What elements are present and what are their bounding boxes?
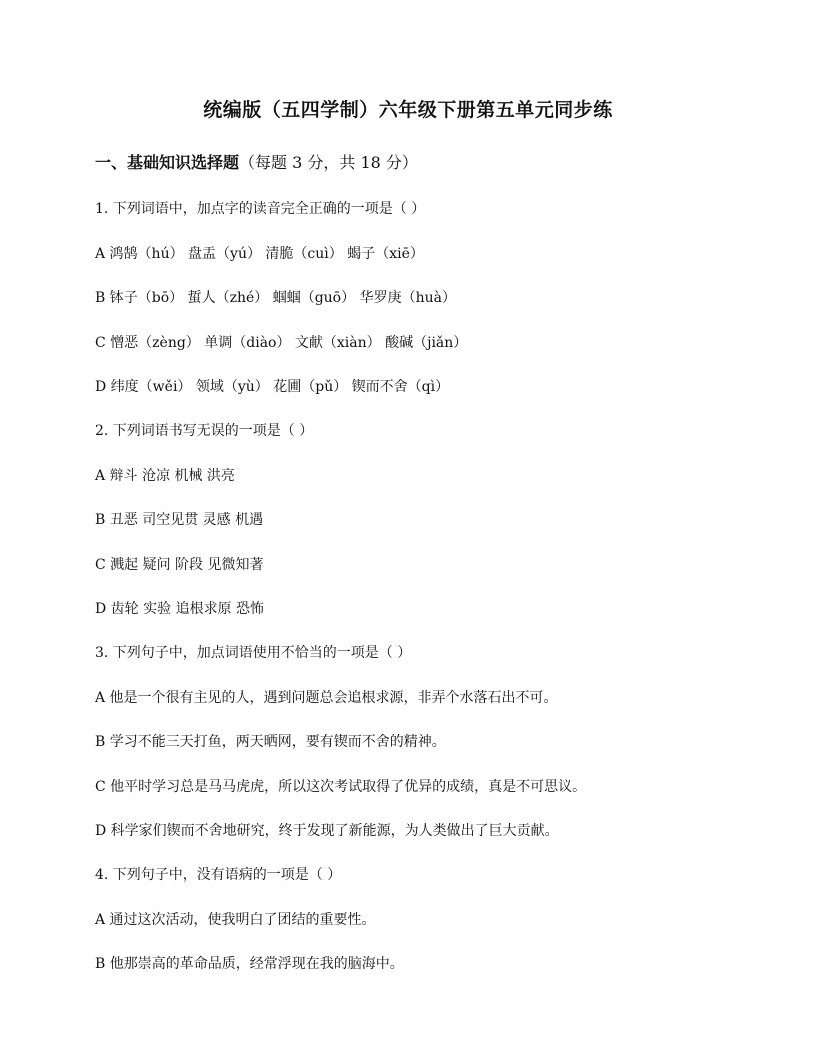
question-1-option-c: C 憎恶（zèng） 单调（diào） 文献（xiàn） 酸碱（jiǎn） bbox=[95, 335, 468, 351]
section-heading bbox=[95, 150, 418, 173]
question-1-option-b: B 钵子（bō） 蜇人（zhé） 蝈蝈（guō） 华罗庚（huà） bbox=[95, 290, 456, 306]
question-3-option-b: B 学习不能三天打鱼，两天晒网，要有锲而不舍的精神。 bbox=[95, 734, 446, 750]
question-4-option-a: A 通过这次活动，使我明白了团结的重要性。 bbox=[95, 912, 376, 928]
section-heading-score-note: （每题 3 分，共 18 分） bbox=[239, 153, 418, 172]
question-4-option-b: B 他那崇高的革命品质，经常浮现在我的脑海中。 bbox=[95, 956, 404, 972]
question-3-option-a: A 他是一个很有主见的人，遇到问题总会追根求源，非弄个水落石出不可。 bbox=[95, 690, 558, 706]
question-2-stem: 2. 下列词语书写无误的一项是（ ） bbox=[95, 423, 314, 439]
question-2-option-b: B 丑恶 司空见贯 灵感 机遇 bbox=[95, 512, 264, 528]
question-1-stem: 1. 下列词语中，加点字的读音完全正确的一项是（ ） bbox=[95, 201, 426, 217]
question-4-stem: 4. 下列句子中，没有语病的一项是（ ） bbox=[95, 867, 342, 883]
question-2-option-a: A 辩斗 沧凉 机械 洪亮 bbox=[95, 468, 235, 484]
document-title: 统编版（五四学制）六年级下册第五单元同步练 bbox=[203, 99, 613, 121]
question-2-option-d: D 齿轮 实验 追根求原 恐怖 bbox=[95, 601, 265, 617]
question-2-option-c: C 溅起 疑问 阶段 见微知著 bbox=[95, 557, 264, 573]
question-3-option-d: D 科学家们锲而不舍地研究，终于发现了新能源，为人类做出了巨大贡献。 bbox=[95, 823, 559, 839]
question-1-option-a: A 鸿鹄（hú） 盘盂（yú） 清脆（cuì） 蝎子（xiē） bbox=[95, 246, 424, 262]
question-3-option-c: C 他平时学习总是马马虎虎，所以这次考试取得了优异的成绩，真是不可思议。 bbox=[95, 779, 587, 795]
question-3-stem: 3. 下列句子中，加点词语使用不恰当的一项是（ ） bbox=[95, 645, 412, 661]
question-1-option-d: D 纬度（wěi） 领域（yù） 花圃（pǔ） 锲而不舍（qì） bbox=[95, 379, 450, 395]
section-heading-title: 一、基础知识选择题 bbox=[95, 153, 240, 172]
